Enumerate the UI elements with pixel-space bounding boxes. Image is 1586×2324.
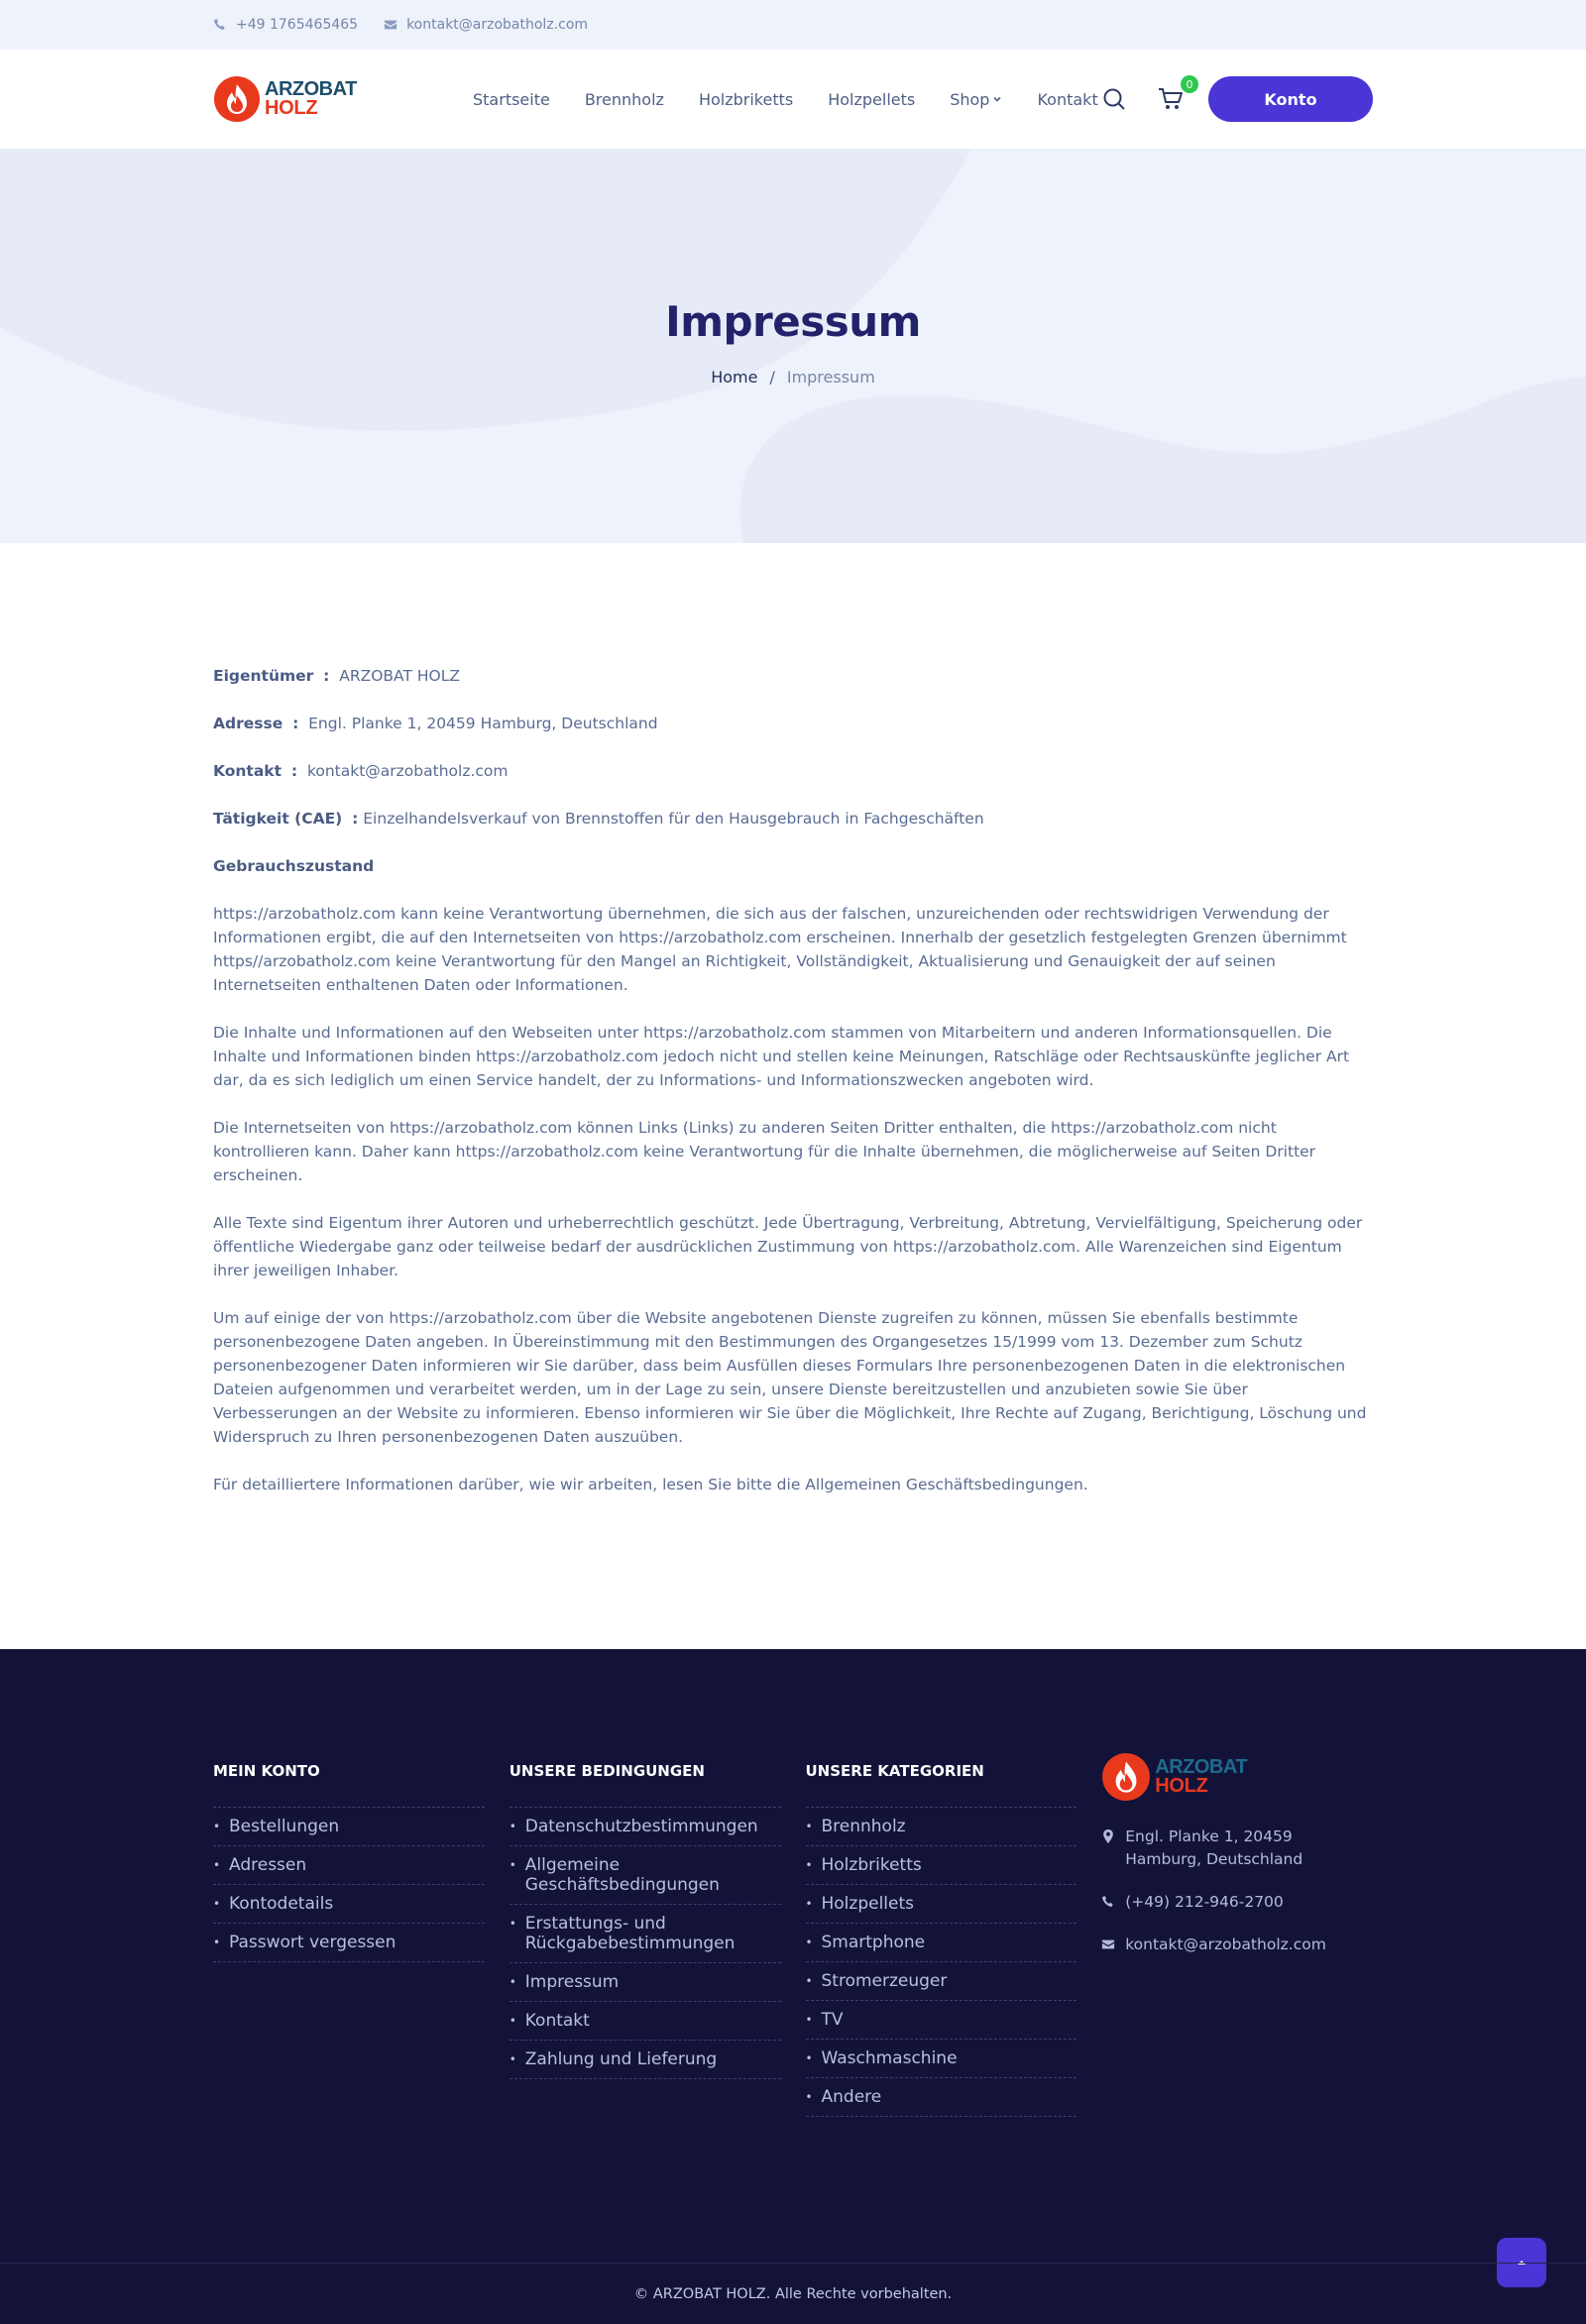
footer-email[interactable] — [1101, 1934, 1373, 1956]
address-label: Adresse — [213, 715, 283, 732]
page-hero — [0, 149, 1586, 543]
footer-link-agb[interactable]: • Allgemeine Geschäftsbedingungen — [510, 1846, 781, 1905]
chevron-down-icon — [992, 94, 1002, 104]
footer-link-holzbriketts[interactable]: • Holzbriketts — [806, 1846, 1077, 1885]
footer-link-kontodetails[interactable]: • Kontodetails — [213, 1885, 485, 1924]
flame-logo-icon — [213, 75, 261, 123]
footer-logo-text — [1155, 1758, 1247, 1796]
footer-heading: UNSERE BEDINGUNGEN — [509, 1762, 705, 1780]
topbar — [0, 0, 1586, 50]
footer-heading: MEIN KONTO — [213, 1762, 320, 1780]
logo-line1: ARZOBAT — [265, 78, 357, 100]
breadcrumb-separator: / — [769, 368, 775, 387]
paragraph: Alle Texte sind Eigentum ihrer Autoren und urheberrechtlich geschützt. Jede Übertragung, Verbreitung, Abtretung, Vervielfältigung, Speicherung oder öffentliche Wiedergabe ganz oder teilweise bedarf der ausdrücklichen Zustimmung von https://arzobatholz.com. Alle Warenzeichen sind Eigentum ihrer jeweiligen Inhaber. — [213, 1214, 1363, 1279]
nav-startseite[interactable]: Startseite — [473, 89, 550, 109]
cart-icon — [1157, 85, 1185, 113]
footer — [0, 1649, 1586, 2324]
footer-email-text: kontakt@arzobatholz.com — [1125, 1936, 1326, 1953]
nav-holzbriketts[interactable]: Holzbriketts — [698, 89, 794, 109]
footer-heading: UNSERE KATEGORIEN — [805, 1762, 984, 1780]
footer-conditions-column — [510, 1762, 781, 2117]
footer-link-erstattung[interactable]: • Erstattungs- und Rückgabebestimmungen — [510, 1905, 781, 1963]
footer-address-text: Engl. Planke 1, 20459 Hamburg, Deutschland — [1125, 1827, 1303, 1868]
footer-link-zahlung[interactable]: • Zahlung und Lieferung — [510, 2041, 781, 2079]
envelope-icon — [384, 18, 397, 32]
logo-line2: HOLZ — [1155, 1775, 1208, 1797]
paragraph: Um auf einige der von https://arzobatholz.com über die Website angebotenen Dienste zugreifen zu können, müssen Sie ebenfalls bestimmte personenbezogene Daten angeben. In Übereinstimmung mit den Bestimmungen des Organgesetzes 15/1999 vom 13. Dezember zum Schutz personenbezogener Daten informieren wir Sie darüber, dass beim Ausfüllen dieses Formulars Ihre personenbezogenen Daten in die elektronischen Dateien aufgenommen und verarbeitet werden, um in der Lage zu sein, unsere Dienste bereitzustellen und anzubieten sowie Sie über Verbesserungen an der Website zu informieren. Ebenso informieren wir Sie über die Möglichkeit, Ihre Rechte auf Zugang, Berichtigung, Löschung und Widerspruch zu Ihren personenbezogenen Daten auszuüben. — [213, 1309, 1367, 1446]
footer-link-andere[interactable]: • Andere — [806, 2078, 1077, 2117]
nav-shop[interactable] — [950, 90, 1002, 109]
address-colon: : — [292, 715, 299, 732]
address-value: Engl. Planke 1, 20459 Hamburg, Deutschland — [308, 715, 658, 732]
main-nav — [473, 90, 1098, 109]
nav-shop-label: Shop — [950, 89, 990, 109]
topbar-email-text: kontakt@arzobatholz.com — [406, 17, 589, 33]
usage-heading-row — [213, 854, 1373, 878]
footer-link-datenschutz[interactable]: • Datenschutzbestimmungen — [510, 1808, 781, 1846]
cart-count-badge: 0 — [1181, 75, 1198, 93]
paragraph: Für detailliertere Informationen darüber, wie wir arbeiten, lesen Sie bitte die Allgemeinen Geschäftsbedingungen. — [213, 1476, 1088, 1494]
nav-kontakt[interactable]: Kontakt — [1037, 89, 1098, 109]
contact-value[interactable]: kontakt@arzobatholz.com — [306, 762, 509, 780]
owner-colon: : — [323, 667, 330, 685]
paragraph: https://arzobatholz.com kann keine Verantwortung übernehmen, die sich aus der falschen, unzureichenden oder rechtswidrigen Verwendung der Informationen ergibt, die auf den Internetseiten von https://arzobatholz.com erscheinen. Innerhalb der gesetzlich festgelegten Grenzen übernimmt https//arzobatholz.com keine Verantwortung für den Mangel an Richtigkeit, Vollständigkeit, Aktualisierung und Genauigkeit der auf seinen Internetseiten enthaltenen Daten oder Informationen. — [213, 905, 1347, 994]
footer-link-passwort[interactable]: • Passwort vergessen — [213, 1924, 485, 1962]
breadcrumb — [0, 368, 1586, 387]
site-logo[interactable] — [213, 75, 451, 123]
footer-account-column — [213, 1762, 485, 2117]
footer-link-impressum[interactable]: • Impressum — [510, 1963, 781, 2002]
footer-link-brennholz[interactable]: • Brennholz — [806, 1808, 1077, 1846]
breadcrumb-home[interactable]: Home — [711, 368, 758, 387]
logo-line2: HOLZ — [265, 97, 318, 119]
footer-link-bestellungen[interactable]: • Bestellungen — [213, 1808, 485, 1846]
footer-link-stromerzeuger[interactable]: • Stromerzeuger — [806, 1962, 1077, 2001]
account-button[interactable]: Konto — [1208, 76, 1373, 122]
page-title: Impressum — [665, 297, 921, 346]
activity-value: Einzelhandelsverkauf von Brennstoffen für den Hausgebrauch in Fachgeschäften — [363, 810, 984, 828]
footer-address — [1101, 1826, 1373, 1871]
paragraph: Die Inhalte und Informationen auf den Webseiten unter https://arzobatholz.com stammen von Mitarbeitern und anderen Informationsquellen. Die Inhalte und Informationen binden https://arzobatholz.com jedoch nicht und stellen keine Meinungen, Ratschläge oder Rechtsauskünfte jeglicher Art dar, da es sich lediglich um einen Service handelt, der zu Informations- und Informationszwecken angeboten wird. — [213, 1024, 1350, 1089]
logo-line1: ARZOBAT — [1155, 1756, 1248, 1778]
footer-link-kontakt[interactable]: • Kontakt — [510, 2002, 781, 2041]
paragraph: Die Internetseiten von https://arzobatholz.com können Links (Links) zu anderen Seiten Dritter enthalten, die https://arzobatholz.com nicht kontrollieren kann. Daher kann https://arzobatholz.com keine Verantwortung für die Inhalte übernehmen, die möglicherweise auf Seiten Dritter erscheinen. — [213, 1119, 1316, 1184]
envelope-icon — [1101, 1937, 1115, 1951]
activity-label: Tätigkeit (CAE) — [213, 810, 343, 828]
copyright: © ARZOBAT HOLZ. Alle Rechte vorbehalten. — [0, 2263, 1586, 2324]
owner-value: ARZOBAT HOLZ — [339, 667, 460, 685]
address-row — [213, 712, 1373, 735]
contact-row — [213, 759, 1373, 783]
owner-row — [213, 664, 1373, 688]
footer-link-holzpellets[interactable]: • Holzpellets — [806, 1885, 1077, 1924]
activity-colon: : — [352, 810, 359, 828]
phone-icon — [1101, 1895, 1115, 1909]
footer-phone[interactable] — [1101, 1891, 1373, 1914]
flame-logo-icon — [1101, 1752, 1151, 1802]
topbar-phone[interactable] — [213, 17, 358, 33]
topbar-email[interactable] — [384, 17, 588, 33]
nav-holzpellets[interactable]: Holzpellets — [828, 89, 916, 109]
topbar-phone-text: +49 1765465465 — [236, 17, 359, 33]
footer-link-tv[interactable]: • TV — [806, 2001, 1077, 2040]
cart-button[interactable] — [1157, 77, 1193, 113]
footer-link-adressen[interactable]: • Adressen — [213, 1846, 485, 1885]
impressum-content — [0, 543, 1586, 1649]
footer-link-smartphone[interactable]: • Smartphone — [806, 1924, 1077, 1962]
footer-logo[interactable] — [1101, 1748, 1339, 1806]
contact-colon: : — [290, 762, 298, 780]
nav-brennholz[interactable]: Brennholz — [584, 89, 664, 109]
logo-text — [265, 80, 357, 118]
map-pin-icon — [1101, 1829, 1115, 1843]
breadcrumb-current: Impressum — [786, 368, 875, 387]
search-icon[interactable] — [1101, 86, 1127, 112]
footer-phone-text: (+49) 212-946-2700 — [1125, 1893, 1284, 1911]
phone-icon — [213, 18, 227, 32]
footer-link-waschmaschine[interactable]: • Waschmaschine — [806, 2040, 1077, 2078]
contact-label: Kontakt — [213, 762, 283, 780]
header — [0, 50, 1586, 149]
usage-heading: Gebrauchszustand — [213, 857, 375, 875]
activity-row — [213, 807, 1373, 830]
footer-categories-column — [806, 1762, 1077, 2117]
owner-label: Eigentümer — [213, 667, 314, 685]
footer-contact-column — [1101, 1756, 1373, 2117]
